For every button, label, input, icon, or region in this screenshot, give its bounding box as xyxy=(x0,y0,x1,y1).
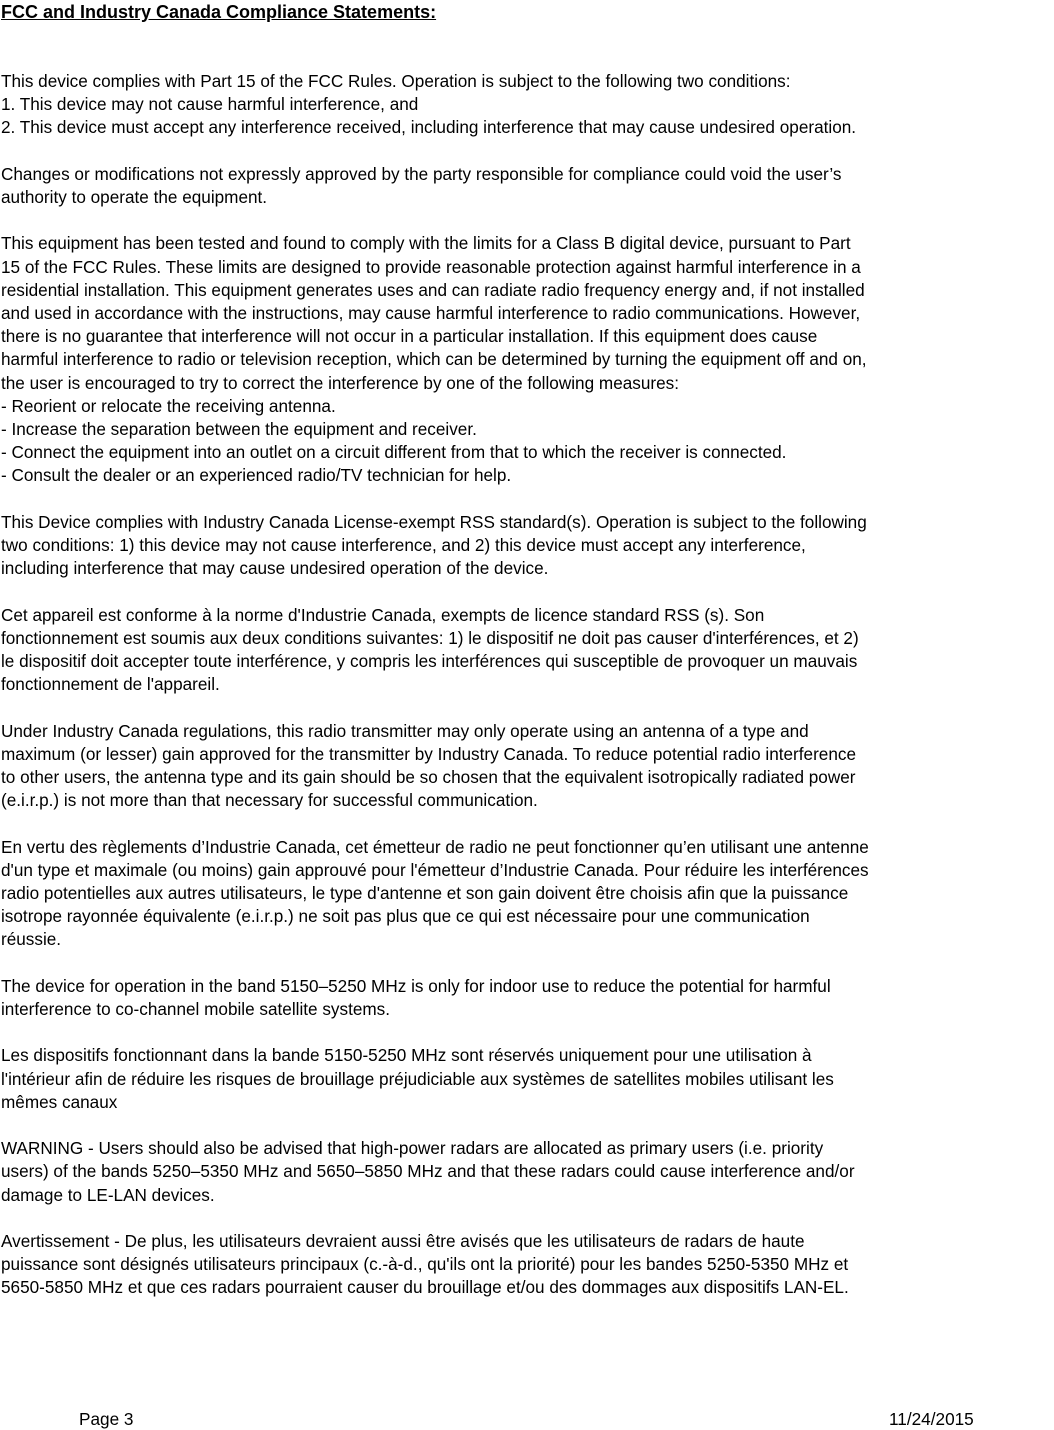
text-line: damage to LE-LAN devices. xyxy=(1,1184,215,1205)
text-line: puissance sont désignés utilisateurs principaux (c.-à-d., qu'ils ont la priorité) pour les bandes 5250-5350 MHz et xyxy=(1,1254,849,1275)
text-line: 5650-5850 MHz et que ces radars pourraient causer du brouillage et/ou des dommages aux dispositifs LAN-EL. xyxy=(1,1277,849,1298)
text-line: - Reorient or relocate the receiving antenna. xyxy=(1,395,336,416)
paragraph xyxy=(1,511,1053,581)
paragraph xyxy=(1,720,1053,813)
text-line: interference to co-channel mobile satellite systems. xyxy=(1,999,391,1020)
text-line: d'un type et maximale (ou moins) gain approuvé pour l'émetteur d’Industrie Canada. Pour réduire les interférences xyxy=(1,859,869,880)
text-line: 2. This device must accept any interference received, including interference that may cause undesired operation. xyxy=(1,117,857,138)
text-line: 1. This device may not cause harmful interference, and xyxy=(1,94,419,115)
text-line: (e.i.r.p.) is not more than that necessary for successful communication. xyxy=(1,790,538,811)
text-line: WARNING - Users should also be advised that high-power radars are allocated as primary users (i.e. priority xyxy=(1,1138,824,1159)
text-line: maximum (or lesser) gain approved for the transmitter by Industry Canada. To reduce potential radio interference xyxy=(1,743,856,764)
text-line: mêmes canaux xyxy=(1,1091,118,1112)
text-line: This equipment has been tested and found to comply with the limits for a Class B digital device, pursuant to Part xyxy=(1,233,851,254)
text-line: fonctionnement de l'appareil. xyxy=(1,674,220,695)
paragraph xyxy=(1,1137,1053,1207)
text-line: - Increase the separation between the equipment and receiver. xyxy=(1,419,477,440)
document-body xyxy=(1,70,1053,1323)
text-line: users) of the bands 5250–5350 MHz and 5650–5850 MHz and that these radars could cause interference and/or xyxy=(1,1161,855,1182)
paragraph xyxy=(1,836,1053,952)
text-line: 15 of the FCC Rules. These limits are designed to provide reasonable protection against harmful interference in a xyxy=(1,256,861,277)
text-line: isotrope rayonnée équivalente (e.i.r.p.) ne soit pas plus que ce qui est nécessaire pour une communication xyxy=(1,906,810,927)
text-line: Les dispositifs fonctionnant dans la bande 5150-5250 MHz sont réservés uniquement pour une utilisation à xyxy=(1,1045,812,1066)
page-number: Page 3 xyxy=(79,1409,134,1429)
text-line: the user is encouraged to try to correct the interference by one of the following measures: xyxy=(1,372,679,393)
text-line: there is no guarantee that interference will not occur in a particular installation. If this equipment does cause xyxy=(1,326,818,347)
paragraph xyxy=(1,1044,1053,1114)
text-line: The device for operation in the band 5150–5250 MHz is only for indoor use to reduce the potential for harmful xyxy=(1,975,831,996)
paragraph xyxy=(1,70,1053,140)
text-line: En vertu des règlements d’Industrie Canada, cet émetteur de radio ne peut fonctionner qu’en utilisant une antenne xyxy=(1,836,869,857)
text-line: to other users, the antenna type and its gain should be so chosen that the equivalent isotropically radiated power xyxy=(1,767,856,788)
paragraph xyxy=(1,232,1053,487)
text-line: Avertissement - De plus, les utilisateurs devraient aussi être avisés que les utilisateurs de radars de haute xyxy=(1,1231,805,1251)
text-line: and used in accordance with the instructions, may cause harmful interference to radio communications. However, xyxy=(1,303,861,323)
paragraph xyxy=(1,975,1053,1021)
text-line: - Consult the dealer or an experienced radio/TV technician for help. xyxy=(1,465,512,486)
text-line: This device complies with Part 15 of the FCC Rules. Operation is subject to the following two conditions: xyxy=(1,71,791,91)
text-line: réussie. xyxy=(1,929,62,950)
text-line: authority to operate the equipment. xyxy=(1,187,268,207)
document-title: FCC and Industry Canada Compliance Statements: xyxy=(1,2,437,22)
text-line: This Device complies with Industry Canada License-exempt RSS standard(s). Operation is subject to the following xyxy=(1,511,867,532)
text-line: harmful interference to radio or television reception, which can be determined by turning the equipment off and on, xyxy=(1,349,867,370)
text-line: including interference that may cause undesired operation of the device. xyxy=(1,558,549,579)
text-line: - Connect the equipment into an outlet on a circuit different from that to which the receiver is connected. xyxy=(1,442,787,463)
text-line: Under Industry Canada regulations, this radio transmitter may only operate using an antenna of a type and xyxy=(1,720,809,741)
text-line: fonctionnement est soumis aux deux conditions suivantes: 1) le dispositif ne doit pas causer d'interférences, et 2) xyxy=(1,627,859,648)
footer-date: 11/24/2015 xyxy=(889,1409,974,1429)
text-line: le dispositif doit accepter toute interférence, y compris les interférences qui susceptible de provoquer un mauvais xyxy=(1,651,858,672)
text-line: Cet appareil est conforme à la norme d'Industrie Canada, exempts de licence standard RSS (s). Son xyxy=(1,604,765,625)
text-line: l'intérieur afin de réduire les risques de brouillage préjudiciable aux systèmes de satellites mobiles utilisant les xyxy=(1,1068,834,1089)
text-line: radio potentielles aux autres utilisateurs, le type d'antenne et son gain doivent être choisis afin que la puissance xyxy=(1,883,849,904)
text-line: Changes or modifications not expressly approved by the party responsible for compliance could void the user’s xyxy=(1,163,842,184)
paragraph xyxy=(1,163,1053,209)
paragraph xyxy=(1,1230,1053,1300)
paragraph xyxy=(1,604,1053,697)
text-line: two conditions: 1) this device may not cause interference, and 2) this device must accept any interference, xyxy=(1,535,806,556)
text-line: residential installation. This equipment generates uses and can radiate radio frequency energy and, if not installed xyxy=(1,279,865,300)
